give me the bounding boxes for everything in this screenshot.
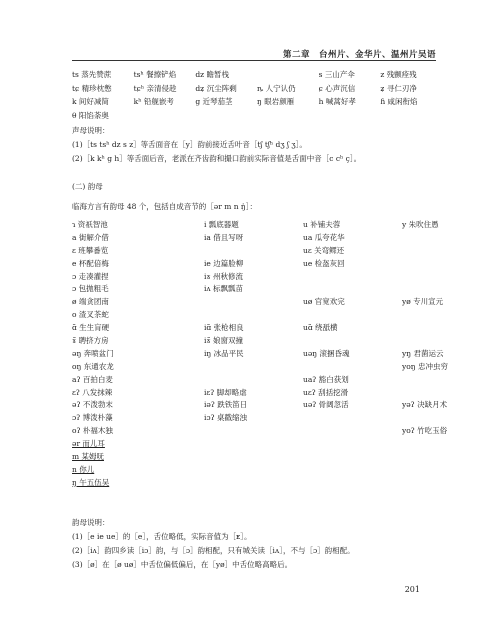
- initials-cell: ʑ 寻仁刃净: [380, 83, 417, 93]
- initials-cell: g 近琴茄茎: [195, 97, 233, 106]
- finals-cell: [204, 245, 303, 258]
- finals-row: [72, 335, 442, 348]
- finals-cell: oŋ 东通农龙: [72, 361, 114, 371]
- finals-cell: [204, 477, 303, 490]
- finals-cell: m 某姆呒: [72, 452, 104, 462]
- finals-cell: uəʔ 骨阔忽活: [303, 400, 349, 410]
- finals-cell: [303, 477, 402, 490]
- finals-cell: aʔ 百拍白麦: [72, 374, 113, 384]
- initials-cell: h 喊蒿好孝: [318, 97, 356, 106]
- finals-row: [72, 477, 442, 490]
- finals-cell: [402, 245, 442, 258]
- finals-cell: u 补铺夫蓉: [303, 220, 341, 229]
- finals-cell: əŋ 奔喷盆门: [72, 348, 114, 358]
- finals-cell: əʔ 不泼勃末: [72, 400, 113, 410]
- finals-cell: [303, 464, 402, 477]
- finals-cell: [303, 361, 402, 374]
- finals-cell: uɛ 关弯鳏还: [303, 245, 345, 255]
- initials-cell: dʑ 沉尘阵剩: [195, 83, 237, 93]
- initials-notes: [72, 124, 442, 166]
- finals-cell: yŋ 君菌运云: [402, 348, 444, 358]
- finals-cell: [204, 425, 303, 438]
- finals-cell: iəʔ 跌铁笛日: [204, 400, 248, 410]
- initials-cell: tɕ 精珍枕憋: [72, 83, 112, 93]
- finals-cell: iŋ 冰品平民: [204, 348, 244, 358]
- finals-cell: [303, 309, 402, 322]
- initials-cell: dz 瞻暂栈: [195, 70, 229, 79]
- finals-cell: [402, 387, 442, 400]
- initials-cell: kʰ 铅舰嵌考: [133, 97, 174, 106]
- finals-note-3: (3)［ø］在［ø uø］中舌位偏低偏后，在［yø］中舌位略高略后。: [72, 560, 293, 569]
- initials-cell: [257, 109, 319, 123]
- initials-cell: [319, 109, 381, 123]
- initials-cell: θ 阳馅荼奥: [72, 110, 109, 120]
- finals-cell: [204, 451, 303, 464]
- initials-note-1: (1)［ts tsʰ dz s z］等舌面音在［y］韵前接近舌叶音［tʃ tʃʰ dʒ ʃ ʒ］。: [72, 140, 307, 149]
- finals-row: [72, 399, 448, 412]
- finals-row: [72, 451, 442, 464]
- initials-note-2: (2)［k kʰ g h］等舌面后音，老派在齐齿韵和撮口韵前实际音值是舌面中音［c cʰ ç］。: [72, 154, 362, 163]
- finals-cell: [402, 451, 442, 464]
- finals-cell: o 渣叉茶蛇: [72, 310, 109, 320]
- running-header: 第二章 台州片、金华片、温州片吴语: [282, 50, 436, 60]
- finals-cell: uəŋ 滚捆昏魂: [303, 348, 350, 358]
- finals-cell: ua 瓜夸花华: [303, 232, 345, 242]
- finals-cell: [402, 232, 442, 245]
- finals-cell: y 朱吹住愚: [402, 220, 439, 229]
- initials-row: [72, 95, 442, 109]
- finals-row: [72, 322, 442, 335]
- finals-cell: ie 边篇脸柳: [204, 258, 244, 268]
- finals-cell: [402, 374, 442, 387]
- finals-row: [72, 348, 442, 361]
- finals-cell: yoŋ 忠冲虫穷: [402, 361, 448, 371]
- finals-notes-title: 韵母说明：: [72, 518, 110, 527]
- finals-row: [72, 374, 442, 387]
- finals-cell: ɔ 包抛粗毛: [72, 284, 109, 294]
- finals-cell: ue 检盔灰回: [303, 258, 345, 268]
- initials-cell: k 间好减简: [72, 97, 109, 106]
- finals-cell: [204, 296, 303, 309]
- finals-cell: [402, 464, 442, 477]
- finals-note-1: (1)［e ie ue］的［e］，舌位略低，实际音值为［ᴇ］。: [72, 532, 252, 541]
- finals-cell: ɔ 走凑灌捏: [72, 271, 109, 281]
- finals-cell: [303, 451, 402, 464]
- initials-cell: tɕʰ 亲清侵趁: [133, 83, 177, 93]
- finals-cell: yø 专川宣元: [402, 297, 444, 307]
- finals-cell: [204, 374, 303, 387]
- finals-row: [72, 271, 442, 284]
- finals-cell: iʌ 标飘瓢苗: [204, 284, 244, 294]
- finals-cell: ɤ̃ 聘挤方房: [72, 336, 109, 346]
- finals-row: [72, 438, 442, 451]
- finals-row: [72, 309, 442, 322]
- finals-cell: uaʔ 豁白获划: [303, 374, 349, 384]
- finals-row: [72, 219, 442, 232]
- initials-cell: ts 蒸先赞蔗: [72, 70, 112, 79]
- finals-cell: a 街解介借: [72, 232, 109, 242]
- initials-cell: [195, 109, 257, 123]
- finals-cell: uɛʔ 刮括挖滑: [303, 387, 349, 397]
- finals-cell: [303, 412, 402, 425]
- finals-cell: ø 端贪团南: [72, 297, 109, 307]
- initials-table: [72, 68, 442, 122]
- finals-cell: e 杯配倍梅: [72, 258, 109, 268]
- initials-cell: ŋ 眼岩颜雁: [257, 97, 295, 106]
- finals-notes: [72, 516, 442, 572]
- finals-row: [72, 283, 442, 296]
- finals-row: [72, 361, 448, 374]
- finals-cell: [402, 271, 442, 284]
- finals-cell: [303, 335, 402, 348]
- initials-cell: ȵ 人宁认仍: [257, 83, 296, 93]
- initials-row: [72, 82, 442, 96]
- finals-cell: ɑ̃ 生生肓硬: [72, 323, 110, 333]
- finals-row: [72, 258, 442, 271]
- finals-cell: iɤ 州秋修流: [204, 271, 244, 281]
- finals-cell: ŋ 午五伍吴: [72, 477, 110, 487]
- finals-cell: n 你儿: [72, 464, 95, 474]
- finals-cell: [204, 464, 303, 477]
- initials-cell: [134, 109, 196, 123]
- initials-cell: tsʰ 餐擦铲焰: [133, 70, 177, 79]
- finals-cell: iɔʔ 桌戳缩浊: [204, 413, 248, 423]
- finals-cell: [402, 477, 442, 490]
- finals-cell: iɛʔ 脚却略虐: [204, 387, 247, 397]
- finals-section: [72, 180, 442, 214]
- finals-cell: iɑ̃ 张枪相良: [204, 323, 244, 333]
- initials-cell: [257, 68, 319, 82]
- initials-cell: [380, 109, 442, 123]
- section-title: (二) 韵母: [72, 182, 103, 191]
- finals-cell: ɿ 资祇智池: [72, 220, 108, 229]
- finals-cell: uɑ̃ 绕舐横: [303, 323, 338, 333]
- page-number: 201: [404, 585, 420, 594]
- finals-cell: [402, 438, 442, 451]
- initials-cell: ɕ 心声沉信: [318, 83, 356, 93]
- finals-cell: [402, 412, 442, 425]
- finals-cell: [303, 438, 402, 451]
- finals-cell: ɔʔ 博泼朴藻: [72, 413, 113, 423]
- finals-cell: [303, 271, 402, 284]
- finals-row: [72, 296, 442, 309]
- initials-cell: ɦ 咸闲衔焰: [380, 97, 418, 106]
- finals-cell: [402, 283, 442, 296]
- finals-cell: [204, 309, 303, 322]
- finals-row: [72, 245, 442, 258]
- initials-notes-title: 声母说明：: [72, 126, 110, 135]
- finals-cell: [402, 335, 442, 348]
- finals-cell: ɛ 班攀番览: [72, 245, 109, 255]
- finals-cell: [303, 283, 402, 296]
- finals-row: [72, 464, 442, 477]
- finals-row: [72, 425, 448, 438]
- finals-cell: [402, 322, 442, 335]
- finals-cell: i 瓢底器题: [204, 220, 239, 229]
- finals-cell: yoʔ 竹吃玉俗: [402, 426, 448, 436]
- finals-note-2: (2)［iʌ］韵四乡读［iɔ］韵，与［ɔ］韵相配，只有城关读［iʌ］，不与［ɔ］韵相配。: [72, 546, 355, 555]
- finals-cell: iɤ̃ 娘窗双撞: [204, 336, 244, 346]
- finals-intro: 临海方言有韵母 48 个，包括自成音节的［ər m n ŋ̍］：: [72, 202, 258, 211]
- finals-cell: [402, 309, 442, 322]
- finals-cell: [204, 361, 303, 374]
- finals-row: [72, 232, 442, 245]
- finals-cell: oʔ 朴福木独: [72, 426, 113, 436]
- initials-cell: z 残颤痊残: [380, 70, 417, 79]
- initials-row: [72, 109, 442, 123]
- initials-cell: s 三山产伞: [318, 70, 355, 79]
- finals-cell: ər 而儿耳: [72, 439, 105, 449]
- initials-row: [72, 68, 442, 82]
- finals-cell: [303, 425, 402, 438]
- header-rule: [72, 60, 436, 61]
- finals-cell: yəʔ 决缺月术: [402, 400, 448, 410]
- finals-cell: uø 官宽欢完: [303, 297, 345, 307]
- finals-cell: [402, 258, 442, 271]
- finals-cell: ia 借且写呀: [204, 232, 244, 242]
- finals-table: [72, 219, 448, 490]
- finals-cell: [204, 438, 303, 451]
- finals-cell: ɛʔ 八发抹辣: [72, 387, 113, 397]
- finals-row: [72, 387, 442, 400]
- finals-row: [72, 412, 442, 425]
